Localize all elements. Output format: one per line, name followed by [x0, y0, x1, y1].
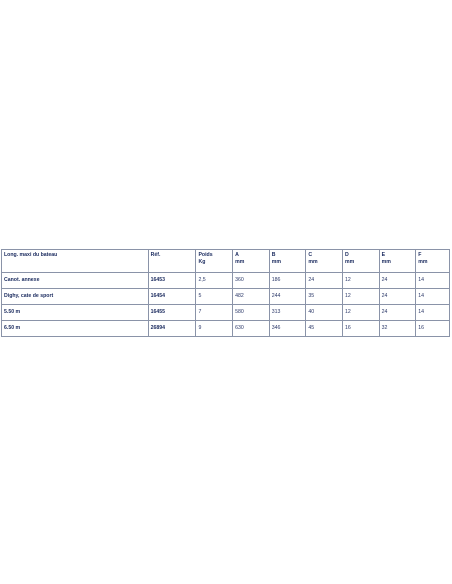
cell-b: 346 [269, 321, 306, 337]
cell-f: 14 [416, 305, 450, 321]
cell-ref: 26894 [148, 321, 196, 337]
header-f: F mm [416, 250, 450, 273]
cell-c: 45 [306, 321, 343, 337]
header-weight: Poids Kg [196, 250, 233, 273]
cell-b: 186 [269, 273, 306, 289]
cell-weight: 5 [196, 289, 233, 305]
spec-table [1, 249, 450, 337]
table-row [2, 321, 450, 337]
cell-boat-length: Canot. annexe [2, 273, 149, 289]
cell-b: 313 [269, 305, 306, 321]
cell-f: 14 [416, 289, 450, 305]
header-ref: Réf. [148, 250, 196, 273]
cell-c: 40 [306, 305, 343, 321]
header-d: D mm [343, 250, 380, 273]
header-b: B mm [269, 250, 306, 273]
cell-d: 16 [343, 321, 380, 337]
table-header [2, 250, 450, 273]
table-body [2, 273, 450, 337]
cell-boat-length: 5.50 m [2, 305, 149, 321]
cell-d: 12 [343, 305, 380, 321]
table-row [2, 289, 450, 305]
cell-c: 24 [306, 273, 343, 289]
header-c: C mm [306, 250, 343, 273]
cell-weight: 9 [196, 321, 233, 337]
cell-a: 580 [233, 305, 270, 321]
table-row [2, 305, 450, 321]
cell-boat-length: Dighy, cate de sport [2, 289, 149, 305]
cell-ref: 16455 [148, 305, 196, 321]
cell-weight: 7 [196, 305, 233, 321]
cell-f: 14 [416, 273, 450, 289]
cell-f: 16 [416, 321, 450, 337]
cell-d: 12 [343, 273, 380, 289]
cell-boat-length: 6.50 m [2, 321, 149, 337]
cell-weight: 2,5 [196, 273, 233, 289]
header-e: E mm [379, 250, 416, 273]
header-boat-length: Long. maxi du bateau [2, 250, 149, 273]
cell-a: 482 [233, 289, 270, 305]
cell-e: 24 [379, 305, 416, 321]
cell-b: 244 [269, 289, 306, 305]
cell-ref: 16454 [148, 289, 196, 305]
header-row [2, 250, 450, 273]
cell-e: 24 [379, 289, 416, 305]
cell-a: 360 [233, 273, 270, 289]
table-row [2, 273, 450, 289]
cell-c: 35 [306, 289, 343, 305]
cell-ref: 16453 [148, 273, 196, 289]
cell-e: 24 [379, 273, 416, 289]
cell-a: 630 [233, 321, 270, 337]
cell-e: 32 [379, 321, 416, 337]
header-a: A mm [233, 250, 270, 273]
cell-d: 12 [343, 289, 380, 305]
